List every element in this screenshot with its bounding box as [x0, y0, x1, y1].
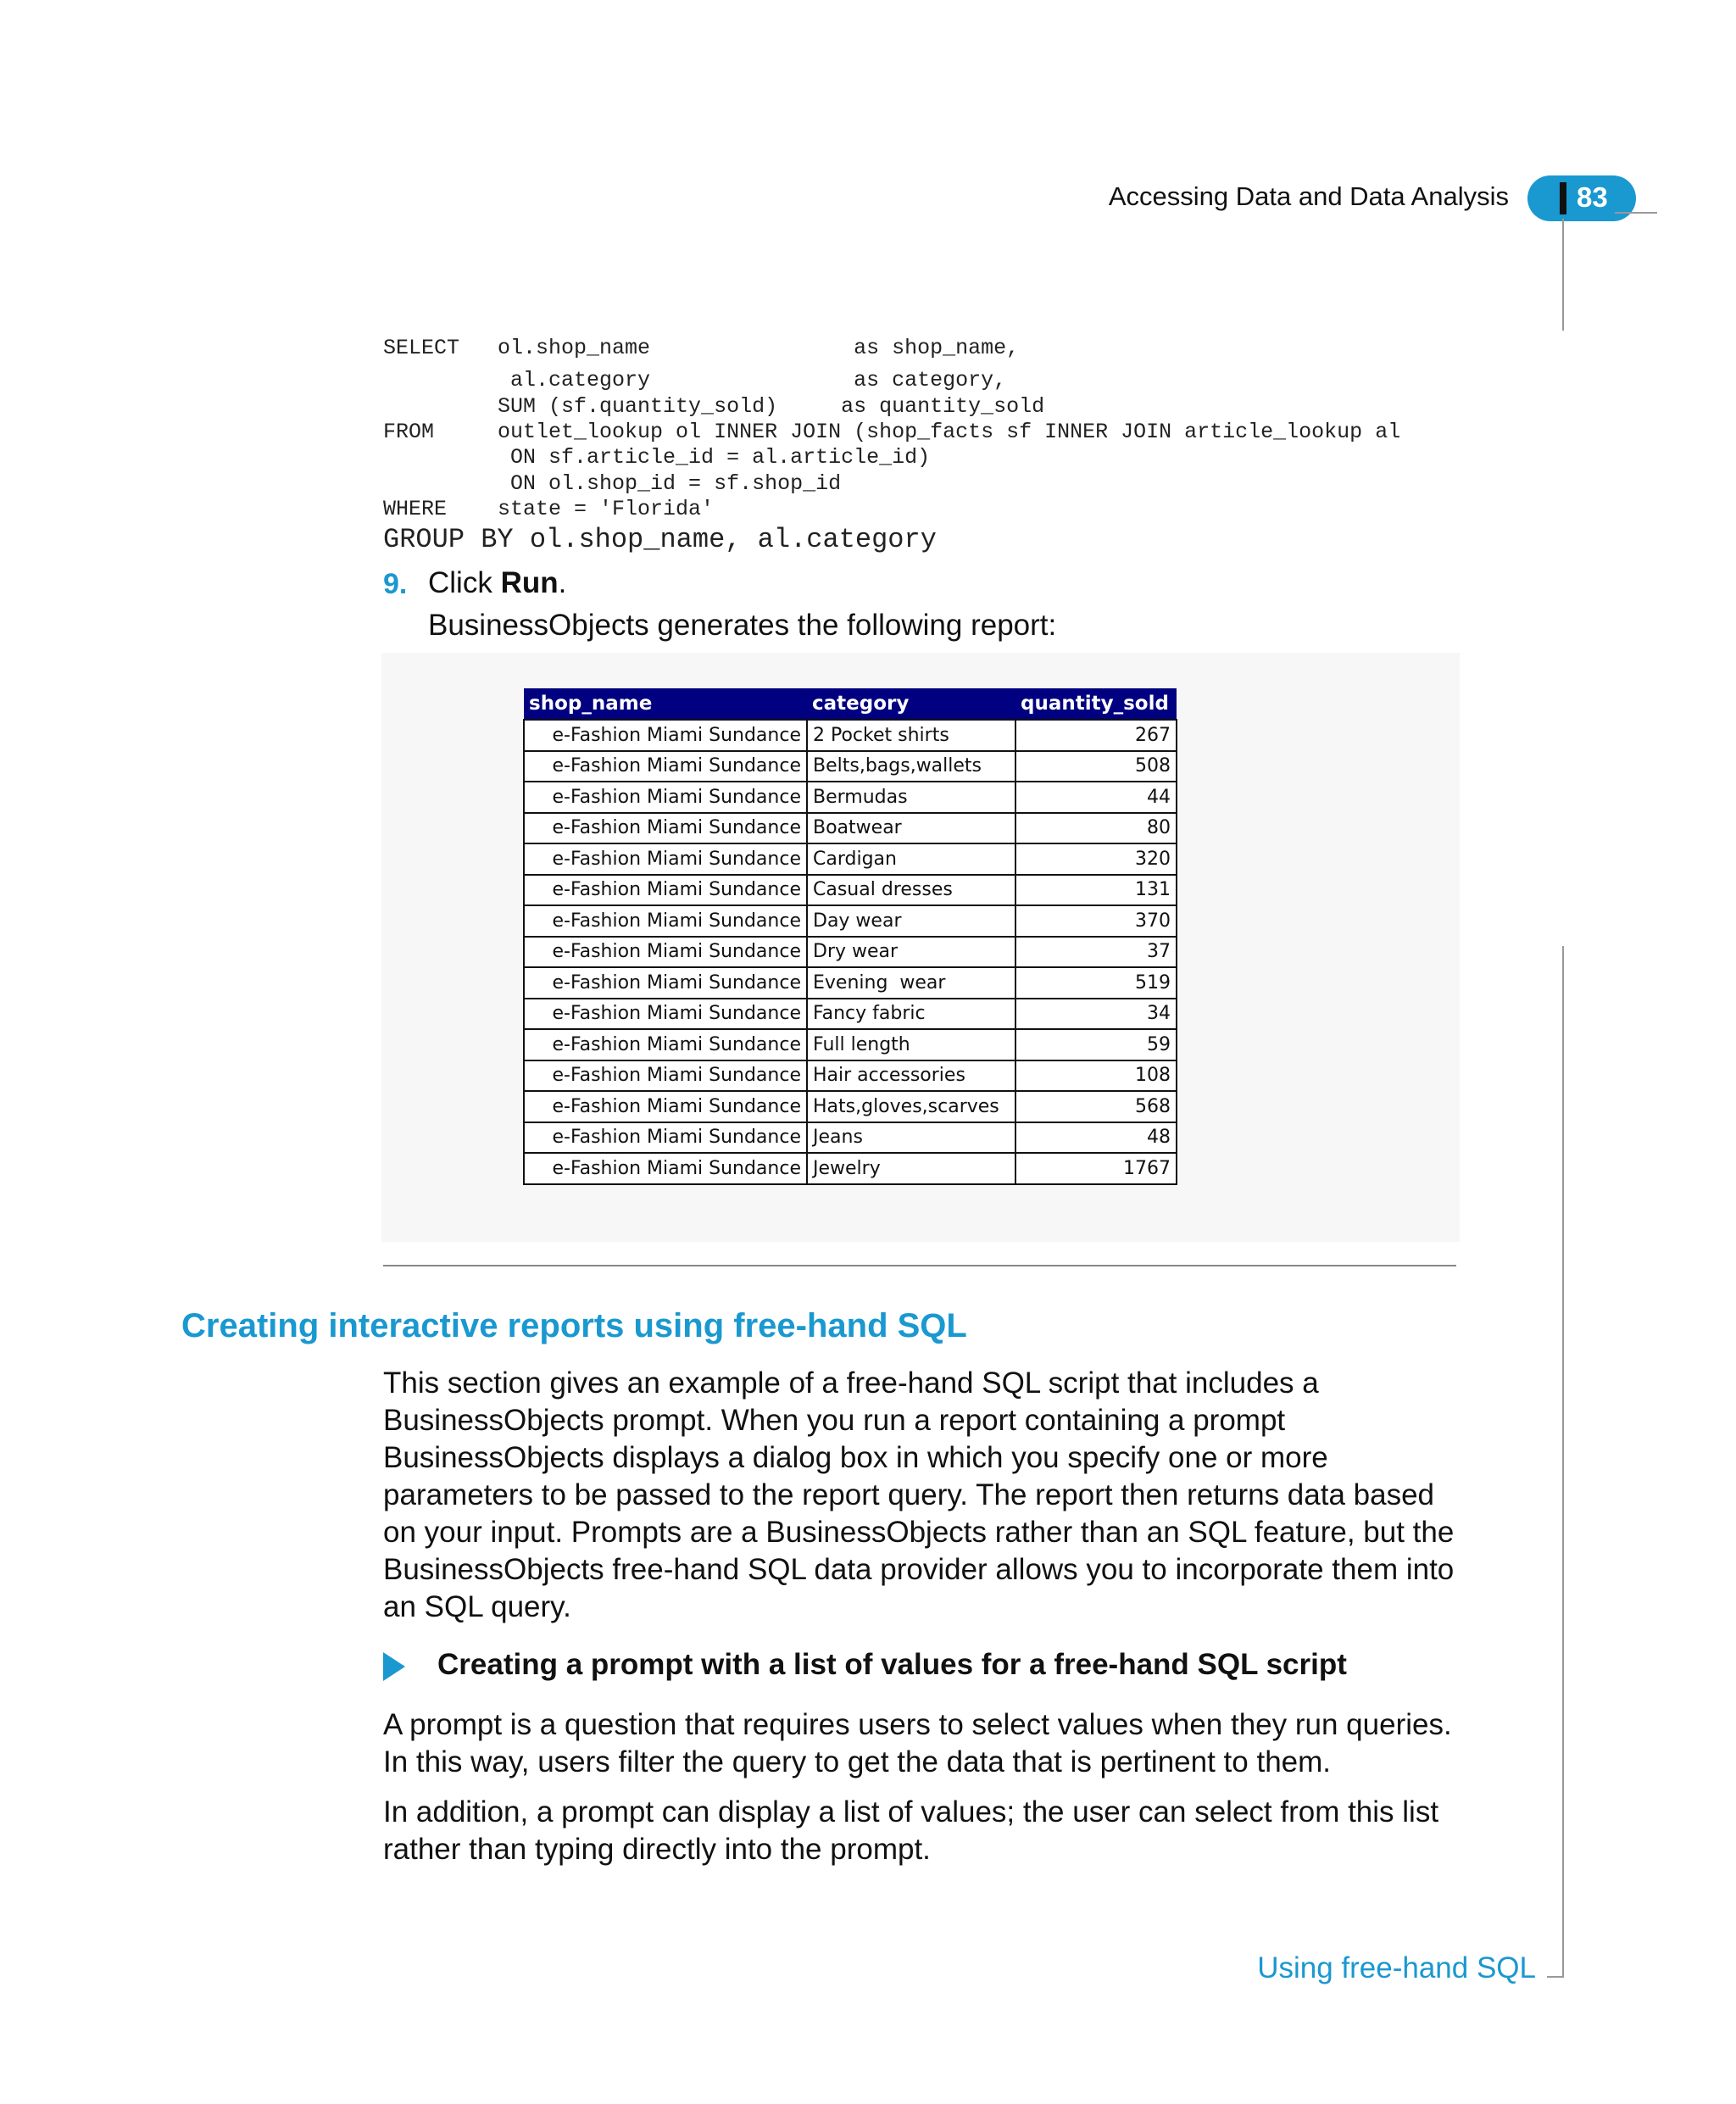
- page-number-badge: [1527, 175, 1636, 221]
- procedure-paragraph-1: A prompt is a question that requires users to select values when they run queries. In this way, users filter the query to get the data that is pertinent to them.: [383, 1708, 1452, 1778]
- sql-line-2: al.category as category,: [383, 368, 1007, 392]
- sql-line-1: SELECT ol.shop_name as shop_name,: [383, 336, 1020, 360]
- cell-quantity: 59: [1015, 1029, 1177, 1060]
- cell-quantity: 519: [1015, 967, 1177, 999]
- sql-line-7: WHERE state = 'Florida': [383, 497, 715, 521]
- cell-quantity: 131: [1015, 875, 1177, 906]
- run-command: Run: [500, 566, 559, 599]
- page-number: 83: [1577, 181, 1608, 213]
- table-row: [524, 937, 1177, 968]
- table-row: [524, 875, 1177, 906]
- cell-category: Full length: [807, 1029, 1015, 1060]
- cell-category: Belts,bags,wallets: [807, 751, 1015, 782]
- margin-line-bottom: [1562, 946, 1564, 1977]
- cell-quantity: 1767: [1015, 1153, 1177, 1184]
- cell-shop-name: e-Fashion Miami Sundance: [524, 937, 807, 968]
- cell-quantity: 508: [1015, 751, 1177, 782]
- table-row: [524, 1029, 1177, 1060]
- cell-shop-name: e-Fashion Miami Sundance: [524, 720, 807, 751]
- margin-line-top: [1562, 219, 1564, 331]
- header-quantity-sold: quantity_sold: [1015, 688, 1177, 720]
- cell-quantity: 34: [1015, 999, 1177, 1030]
- running-head: Accessing Data and Data Analysis: [1108, 181, 1509, 211]
- table-row: [524, 999, 1177, 1030]
- cell-shop-name: e-Fashion Miami Sundance: [524, 875, 807, 906]
- cell-quantity: 370: [1015, 905, 1177, 937]
- step-instruction: [428, 566, 566, 600]
- cell-quantity: 568: [1015, 1091, 1177, 1122]
- table-row: [524, 782, 1177, 813]
- cell-quantity: 108: [1015, 1060, 1177, 1092]
- cell-shop-name: e-Fashion Miami Sundance: [524, 967, 807, 999]
- sql-line-8: GROUP BY ol.shop_name, al.category: [383, 524, 937, 555]
- sql-line-3: SUM (sf.quantity_sold) as quantity_sold: [383, 394, 1045, 419]
- sql-line-6: ON ol.shop_id = sf.shop_id: [383, 471, 842, 496]
- cell-shop-name: e-Fashion Miami Sundance: [524, 1153, 807, 1184]
- cell-shop-name: e-Fashion Miami Sundance: [524, 1122, 807, 1154]
- procedure-paragraph-2: In addition, a prompt can display a list of values; the user can select from this list rather than typing directly into the prompt.: [383, 1795, 1439, 1866]
- cell-category: Evening wear: [807, 967, 1015, 999]
- procedure-heading: Creating a prompt with a list of values for a free-hand SQL script: [437, 1648, 1347, 1681]
- cell-quantity: 37: [1015, 937, 1177, 968]
- cell-shop-name: e-Fashion Miami Sundance: [524, 751, 807, 782]
- header-category: category: [807, 688, 1015, 720]
- header-tick: [1615, 212, 1657, 214]
- table-row: [524, 905, 1177, 937]
- cell-quantity: 80: [1015, 813, 1177, 844]
- cell-quantity: 267: [1015, 720, 1177, 751]
- cell-shop-name: e-Fashion Miami Sundance: [524, 813, 807, 844]
- cell-category: Bermudas: [807, 782, 1015, 813]
- cell-category: Boatwear: [807, 813, 1015, 844]
- cell-category: Dry wear: [807, 937, 1015, 968]
- section-heading: Creating interactive reports using free-hand SQL: [181, 1307, 967, 1344]
- cell-category: 2 Pocket shirts: [807, 720, 1015, 751]
- cell-category: Hair accessories: [807, 1060, 1015, 1092]
- table-row: [524, 843, 1177, 875]
- report-header-row: [524, 688, 1177, 720]
- section-intro: This section gives an example of a free-hand SQL script that includes a BusinessObjects prompt. When you run a report containing a prompt BusinessObjects displays a dialog box in which you specify one or more parameters to be passed to the report query. The report then returns data based on your input. Prompts are a BusinessObjects rather than an SQL feature, but the BusinessObjects free-hand SQL data provider allows you to incorporate them into an SQL query.: [383, 1366, 1455, 1623]
- procedure-arrow-icon: [383, 1652, 405, 1681]
- cell-quantity: 320: [1015, 843, 1177, 875]
- table-row: [524, 720, 1177, 751]
- report-table: [523, 688, 1177, 1185]
- cell-category: Jeans: [807, 1122, 1015, 1154]
- header-shop-name: shop_name: [524, 688, 807, 720]
- cell-quantity: 44: [1015, 782, 1177, 813]
- cell-shop-name: e-Fashion Miami Sundance: [524, 1060, 807, 1092]
- table-row: [524, 1153, 1177, 1184]
- cell-shop-name: e-Fashion Miami Sundance: [524, 843, 807, 875]
- step-suffix: .: [558, 566, 567, 599]
- badge-bar: [1560, 182, 1566, 214]
- footer-section-name: Using free-hand SQL: [1257, 1951, 1536, 1984]
- step-description: BusinessObjects generates the following report:: [428, 609, 1057, 642]
- cell-quantity: 48: [1015, 1122, 1177, 1154]
- cell-category: Jewelry: [807, 1153, 1015, 1184]
- table-row: [524, 813, 1177, 844]
- cell-shop-name: e-Fashion Miami Sundance: [524, 1029, 807, 1060]
- cell-shop-name: e-Fashion Miami Sundance: [524, 1091, 807, 1122]
- footer-tick: [1547, 1976, 1564, 1978]
- cell-category: Hats,gloves,scarves: [807, 1091, 1015, 1122]
- cell-category: Cardigan: [807, 843, 1015, 875]
- sql-line-5: ON sf.article_id = al.article_id): [383, 445, 931, 470]
- table-row: [524, 967, 1177, 999]
- section-divider: [383, 1265, 1456, 1266]
- cell-category: Day wear: [807, 905, 1015, 937]
- cell-category: Casual dresses: [807, 875, 1015, 906]
- cell-shop-name: e-Fashion Miami Sundance: [524, 999, 807, 1030]
- sql-line-4: FROM outlet_lookup ol INNER JOIN (shop_facts sf INNER JOIN article_lookup al: [383, 420, 1401, 444]
- cell-shop-name: e-Fashion Miami Sundance: [524, 782, 807, 813]
- table-row: [524, 751, 1177, 782]
- step-prefix: Click: [428, 566, 501, 599]
- table-row: [524, 1091, 1177, 1122]
- cell-shop-name: e-Fashion Miami Sundance: [524, 905, 807, 937]
- step-number: 9.: [383, 568, 408, 600]
- table-row: [524, 1060, 1177, 1092]
- cell-category: Fancy fabric: [807, 999, 1015, 1030]
- table-row: [524, 1122, 1177, 1154]
